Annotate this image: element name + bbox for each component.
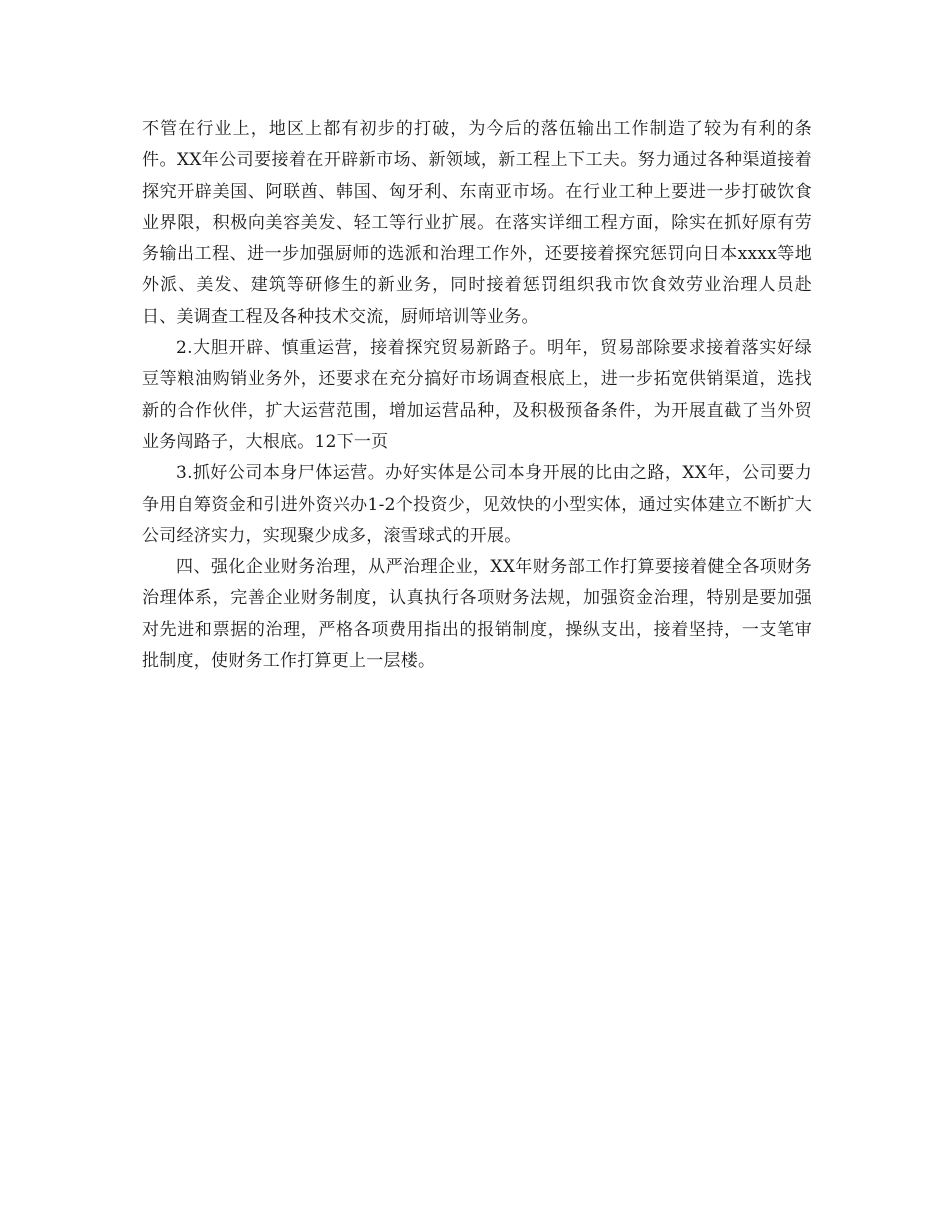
paragraph-3: 3.抓好公司本身尸体运营。办好实体是公司本身开展的比由之路，XX年，公司要力争用自筹资金和引进外资兴办1-2个投资少，见效快的小型实体，通过实体建立不断扩大公司经济实力，实现聚少成多，滚雪球式的开展。 — [142, 463, 812, 546]
paragraph-2: 2.大胆开辟、慎重运营，接着探究贸易新路子。明年，贸易部除要求接着落实好绿豆等粮油购销业务外，还要求在充分搞好市场调查根底上，进一步拓宽供销渠道，选找新的合作伙伴，扩大运营范围，增加运营品种，及积极预备条件，为开展直截了当外贸业务闯路子，大根底。12下一页 — [142, 338, 812, 452]
document-body — [142, 114, 812, 677]
paragraph-1: 不管在行业上，地区上都有初步的打破，为今后的落伍输出工作制造了较为有利的条件。XX年公司要接着在开辟新市场、新领域，新工程上下工夫。努力通过各种渠道接着探究开辟美国、阿联酋、韩国、匈牙利、东南亚市场。在行业工种上要进一步打破饮食业界限，积极向美容美发、轻工等行业扩展。在落实详细工程方面，除实在抓好原有劳务输出工程、进一步加强厨师的选派和治理工作外，还要接着探究惩罚向日本xxxx等地外派、美发、建筑等研修生的新业务，同时接着惩罚组织我市饮食效劳业治理人员赴日、美调查工程及各种技术交流，厨师培训等业务。 — [142, 119, 812, 327]
paragraph-4: 四、强化企业财务治理，从严治理企业，XX年财务部工作打算要接着健全各项财务治理体系，完善企业财务制度，认真执行各项财务法规，加强资金治理，特别是要加强对先进和票据的治理，严格各项费用指出的报销制度，操纵支出，接着坚持，一支笔审批制度，使财务工作打算更上一层楼。 — [142, 557, 812, 672]
